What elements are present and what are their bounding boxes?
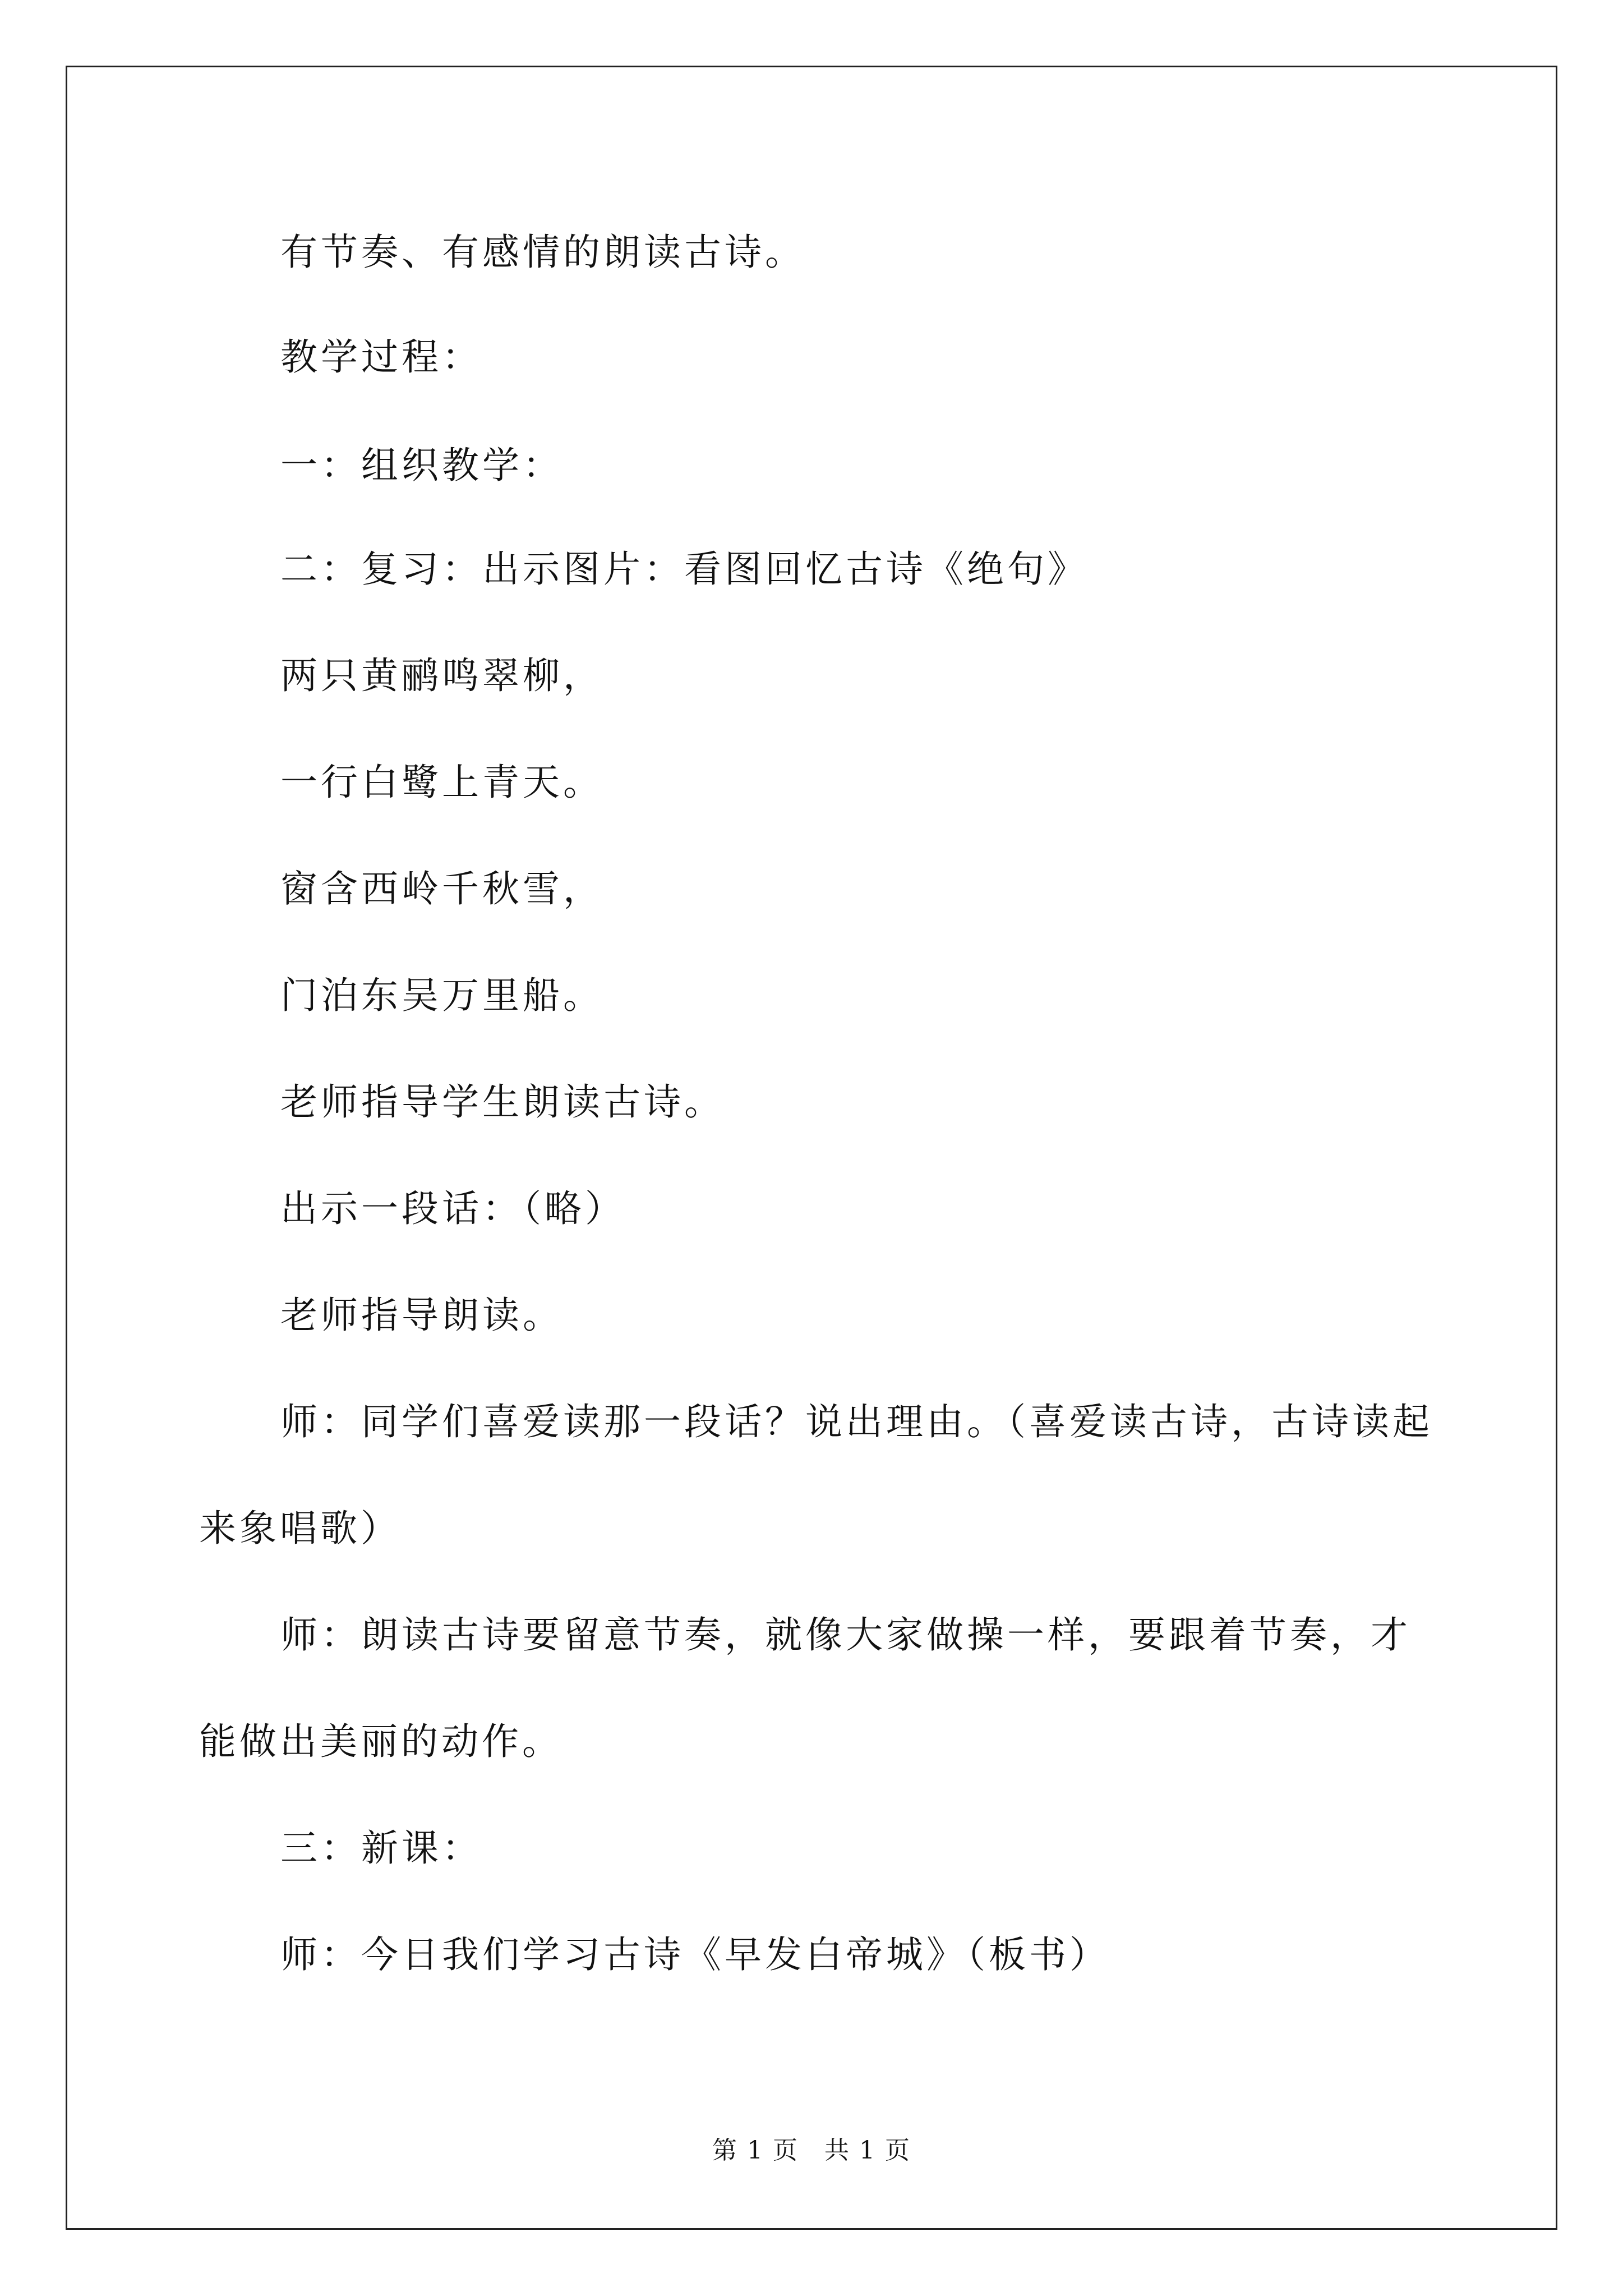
text-line: 有节奏、有感情的朗读古诗。 bbox=[280, 231, 805, 274]
text-line: 来象唱歌） bbox=[199, 1507, 401, 1550]
text-line: 师：朗读古诗要留意节奏，就像大家做操一样，要跟着节奏，才 bbox=[280, 1613, 1411, 1657]
text-line: 师：今日我们学习古诗《早发白帝城》（板书） bbox=[280, 1933, 1110, 1976]
text-line: 两只黄鹂鸣翠柳， bbox=[280, 654, 603, 697]
text-line: 老师指导学生朗读古诗。 bbox=[280, 1080, 725, 1124]
text-line: 能做出美丽的动作。 bbox=[199, 1720, 562, 1763]
text-line: 出示一段话：（略） bbox=[280, 1187, 625, 1230]
text-line: 师：同学们喜爱读那一段话？说出理由。（喜爱读古诗，古诗读起 bbox=[280, 1400, 1433, 1443]
text-line: 窗含西岭千秋雪， bbox=[280, 867, 603, 910]
page-number-footer: 第 1 页 共 1 页 bbox=[712, 2136, 911, 2165]
text-line: 一行白鹭上青天。 bbox=[280, 761, 603, 804]
text-line: 二：复习：出示图片：看图回忆古诗《绝句》 bbox=[280, 547, 1088, 591]
text-line: 三：新课： bbox=[280, 1826, 482, 1870]
text-line: 门泊东吴万里船。 bbox=[280, 974, 603, 1017]
text-line: 老师指导朗读。 bbox=[280, 1294, 563, 1337]
text-line: 教学过程： bbox=[280, 335, 482, 379]
page-border bbox=[66, 66, 1557, 2230]
text-line: 一：组织教学： bbox=[280, 444, 563, 487]
